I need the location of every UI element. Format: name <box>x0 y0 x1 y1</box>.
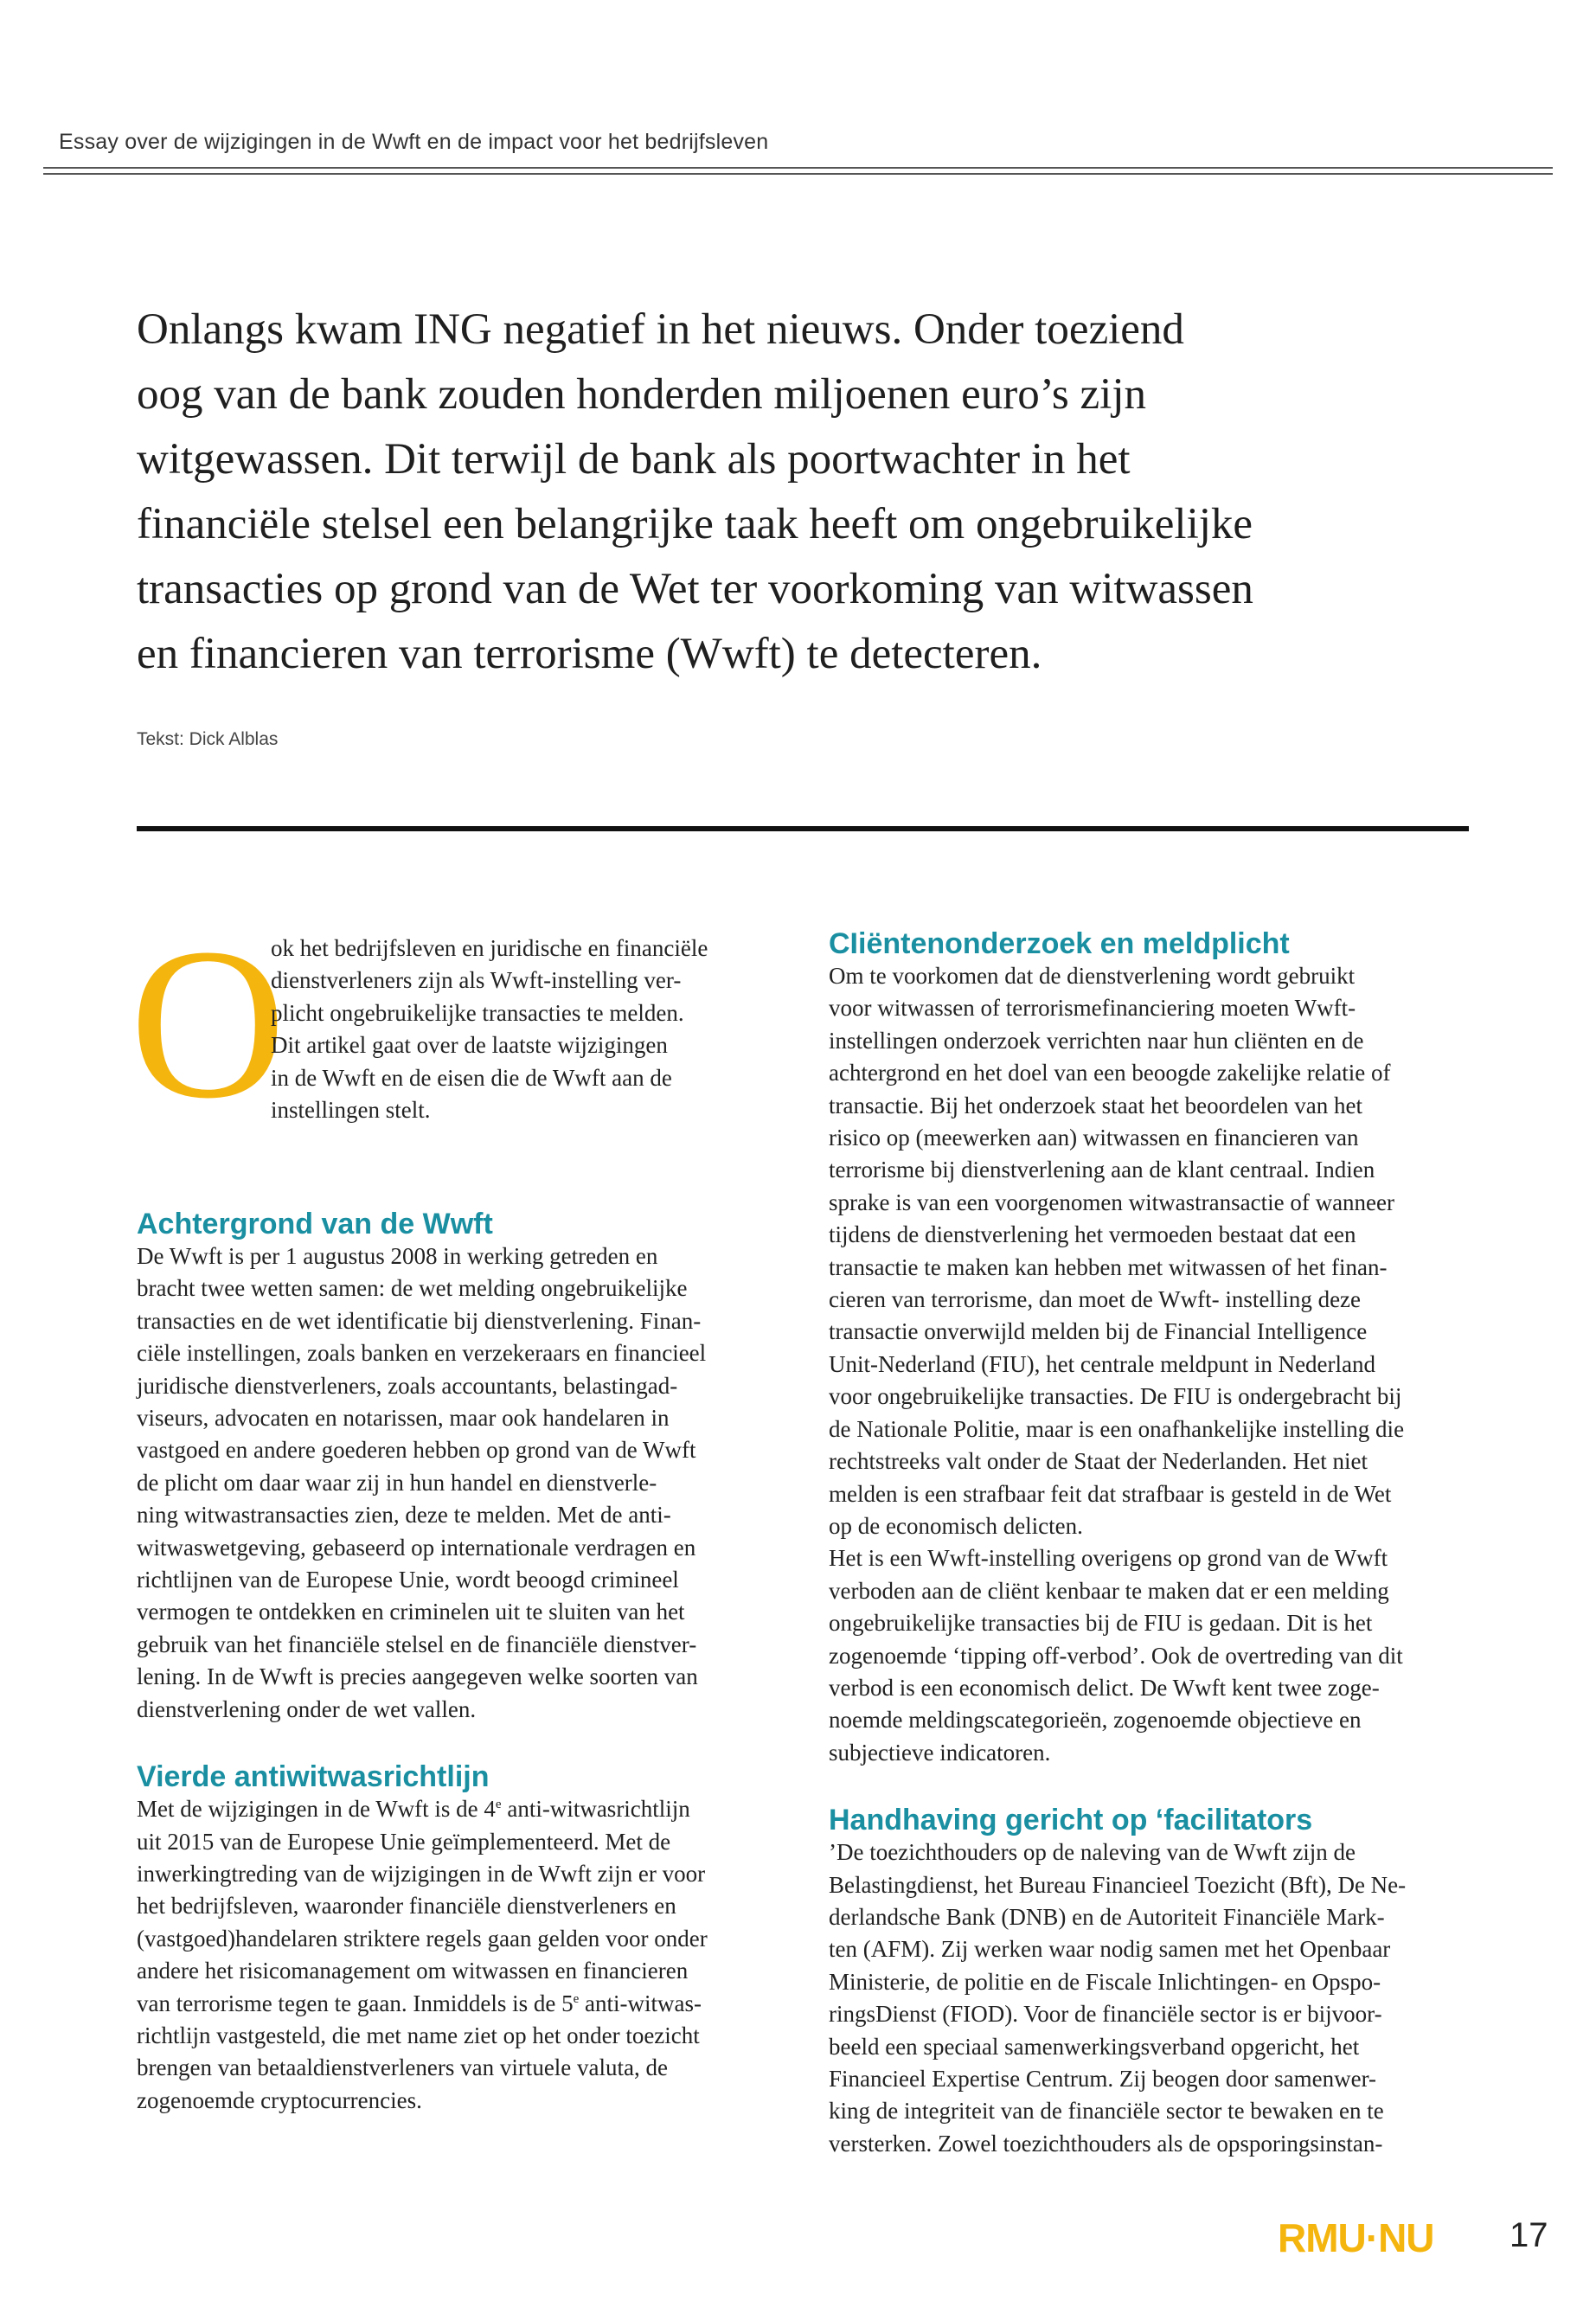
body-line: ning witwastransacties zien, deze te melden. Met de anti- <box>137 1502 671 1529</box>
body-line: vastgoed en andere goederen hebben op grond van de Wwft <box>137 1437 696 1464</box>
body-line: ringsDienst (FIOD). Voor de financiële sector is er bijvoor- <box>829 2001 1382 2028</box>
heading-vierde: Vierde antiwitwasrichtlijn <box>137 1760 490 1794</box>
body-line: Ministerie, de politie en de Fiscale Inlichtingen- en Opspo- <box>829 1968 1381 1995</box>
left-column <box>130 904 777 2117</box>
body-line: beeld een speciaal samenwerkingsverband opgericht, het <box>829 2033 1360 2060</box>
intro-line: plicht ongebruikelijke transacties te melden. <box>271 999 684 1026</box>
body-line: Unit-Nederland (FIU), het centrale meldpunt in Nederland <box>829 1350 1376 1377</box>
body-line: instellingen onderzoek verrichten naar hun cliënten en de <box>829 1027 1364 1054</box>
body-line: dienstverlening onder de wet vallen. <box>137 1695 477 1722</box>
body-line: noemde meldingscategorieën, zogenoemde objectieve en <box>829 1707 1362 1734</box>
body-line: ten (AFM). Zij werken waar nodig samen met het Openbaar <box>829 1936 1391 1963</box>
body-line: voor witwassen of terrorismefinanciering moeten Wwft- <box>829 995 1356 1022</box>
body-line: Financieel Expertise Centrum. Zij beogen door samenwer- <box>829 2066 1377 2092</box>
body-line: richtlijnen van de Europese Unie, wordt beoogd crimineel <box>137 1567 679 1593</box>
intro-line: Dit artikel gaat over de laatste wijzigingen <box>271 1032 668 1059</box>
lead-line: transacties op grond van de Wet ter voorkoming van witwassen <box>137 565 1253 613</box>
body-line: juridische dienstverleners, zoals accountants, belastingad- <box>137 1372 678 1399</box>
body-line: melden is een strafbaar feit dat strafbaar is gesteld in de Wet <box>829 1480 1392 1507</box>
body-line <box>137 1793 777 1825</box>
body-line: viseurs, advocaten en notarissen, maar ook handelaren in <box>137 1405 670 1432</box>
body-line: verbod is een economisch delict. De Wwft kent twee zoge- <box>829 1674 1380 1701</box>
body-line: tijdens de dienstverlening het vermoeden bestaat dat een <box>829 1221 1356 1248</box>
body-line: zogenoemde cryptocurrencies. <box>137 2086 422 2113</box>
byline: Tekst: Dick Alblas <box>137 729 279 749</box>
body-line: Om te voorkomen dat de dienstverlening wordt gebruikt <box>829 963 1356 989</box>
running-head: Essay over de wijzigingen in de Wwft en de impact voor het bedrijfsleven <box>59 130 769 154</box>
body-line: transactie te maken kan hebben met witwassen of het finan- <box>829 1253 1388 1280</box>
intro-line: in de Wwft en de eisen die de Wwft aan de <box>271 1064 672 1091</box>
header-rule-bottom <box>43 173 1553 175</box>
header-rule-top <box>43 167 1553 169</box>
intro-line: ok het bedrijfsleven en juridische en financiële <box>271 935 708 961</box>
body-line: ciële instellingen, zoals banken en verzekeraars en financieel <box>137 1340 707 1367</box>
body-line: achtergrond en het doel van een beoogde zakelijke relatie of <box>829 1060 1391 1086</box>
body-line: voor ongebruikelijke transacties. De FIU is ondergebracht bij <box>829 1383 1402 1410</box>
body-line: derlandsche Bank (DNB) en de Autoriteit Financiële Mark- <box>829 1903 1385 1930</box>
body-line: transacties en de wet identificatie bij dienstverlening. Finan- <box>137 1307 702 1334</box>
ordinal-superscript: e <box>495 1798 502 1812</box>
body-line: inwerkingtreding van de wijzigingen in de Wwft zijn er voor <box>137 1860 706 1887</box>
body-line: king de integriteit van de financiële sector te bewaken en te <box>829 2098 1384 2125</box>
body-line: terrorisme bij dienstverlening aan de klant centraal. Indien <box>829 1157 1375 1183</box>
body-line: lening. In de Wwft is precies aangegeven welke soorten van <box>137 1663 698 1690</box>
body-vierde <box>137 1793 777 2117</box>
text-run: anti-witwasrichtlijn <box>501 1796 690 1823</box>
body-line: gebruik van het financiële stelsel en de financiële dienstver- <box>137 1631 697 1657</box>
drop-cap: O <box>130 904 286 1144</box>
body-line: witwaswetgeving, gebaseerd op internationale verdragen en <box>137 1534 696 1561</box>
body-handhaving <box>829 1836 1473 2160</box>
section-divider <box>137 826 1469 831</box>
body-line: Belastingdienst, het Bureau Financieel Toezicht (Bft), De Ne- <box>829 1871 1407 1898</box>
body-line: sprake is van een voorgenomen witwastransactie of wanneer <box>829 1189 1395 1215</box>
body-line: risico op (meewerken aan) witwassen en financieren van <box>829 1125 1359 1151</box>
intro-block <box>130 904 777 1144</box>
body-line: Het is een Wwft-instelling overigens op grond van de Wwft <box>829 1545 1388 1572</box>
heading-handhaving: Handhaving gericht op ‘facilitators <box>829 1804 1313 1837</box>
body-line: andere het risicomanagement om witwassen en financieren <box>137 1958 689 1984</box>
body-clienten <box>829 960 1473 1769</box>
body-line: vermogen te ontdekken en criminelen uit te sluiten van het <box>137 1599 685 1625</box>
body-line: cieren van terrorisme, dan moet de Wwft- instelling deze <box>829 1286 1362 1313</box>
lead-line: Onlangs kwam ING negatief in het nieuws. Onder toeziend <box>137 305 1184 354</box>
body-line: De Wwft is per 1 augustus 2008 in werking getreden en <box>137 1243 658 1269</box>
body-line: rechtstreeks valt onder de Staat der Nederlanden. Het niet <box>829 1448 1368 1475</box>
page-number: 17 <box>1509 2216 1548 2254</box>
lead-line: financiële stelsel een belangrijke taak heeft om ongebruikelijke <box>137 500 1253 548</box>
text-run: anti-witwas- <box>579 1990 702 2016</box>
body-line: de Nationale Politie, maar is een onafhankelijke instelling die <box>829 1415 1405 1442</box>
body-line: ’De toezichthouders op de naleving van de Wwft zijn de <box>829 1839 1356 1866</box>
right-column <box>829 927 1473 2160</box>
intro-line: instellingen stelt. <box>271 1097 431 1124</box>
body-line: de plicht om daar waar zij in hun handel en dienstverle- <box>137 1469 657 1496</box>
text-run: van terrorisme tegen te gaan. Inmiddels is de 5 <box>137 1990 574 2016</box>
lead-line: en financieren van terrorisme (Wwft) te detecteren. <box>137 630 1042 678</box>
body-line: subjectieve indicatoren. <box>829 1739 1051 1766</box>
rmu-nu-logo: RMU·NU <box>1278 2215 1434 2260</box>
lead-paragraph <box>137 298 1400 687</box>
body-achtergrond <box>137 1240 777 1726</box>
body-line: (vastgoed)handelaren striktere regels gaan gelden voor onder <box>137 1925 708 1952</box>
body-line: versterken. Zowel toezichthouders als de opsporingsinstan- <box>829 2130 1383 2157</box>
body-line: verboden aan de cliënt kenbaar te maken dat er een melding <box>829 1577 1389 1604</box>
body-line: bracht twee wetten samen: de wet melding ongebruikelijke <box>137 1275 688 1302</box>
ordinal-superscript: e <box>573 1991 580 2006</box>
body-line: het bedrijfsleven, waaronder financiële dienstverleners en <box>137 1893 676 1920</box>
body-line: op de economisch delicten. <box>829 1512 1083 1539</box>
body-line: ongebruikelijke transacties bij de FIU is gedaan. Dit is het <box>829 1610 1373 1637</box>
intro-line: dienstverleners zijn als Wwft-instelling ver- <box>271 967 682 994</box>
heading-achtergrond: Achtergrond van de Wwft <box>137 1208 493 1240</box>
lead-line: oog van de bank zouden honderden miljoenen euro’s zijn <box>137 370 1146 419</box>
heading-clienten: CIiëntenonderzoek en meldplicht <box>829 927 1290 960</box>
body-line: brengen van betaaldienstverleners van virtuele valuta, de <box>137 2054 668 2081</box>
lead-line: witgewassen. Dit terwijl de bank als poortwachter in het <box>137 435 1131 484</box>
body-line: richtlijn vastgesteld, die met name ziet op het onder toezicht <box>137 2022 700 2048</box>
body-line: zogenoemde ‘tipping off-verbod’. Ook de overtreding van dit <box>829 1642 1403 1669</box>
intro-text <box>271 933 708 1126</box>
body-line <box>137 1988 777 2020</box>
text-run: Met de wijzigingen in de Wwft is de 4 <box>137 1796 496 1823</box>
body-line: transactie onverwijld melden bij de Financial Intelligence <box>829 1318 1368 1345</box>
body-line: transactie. Bij het onderzoek staat het beoordelen van het <box>829 1092 1363 1118</box>
body-line: uit 2015 van de Europese Unie geïmplementeerd. Met de <box>137 1828 671 1855</box>
